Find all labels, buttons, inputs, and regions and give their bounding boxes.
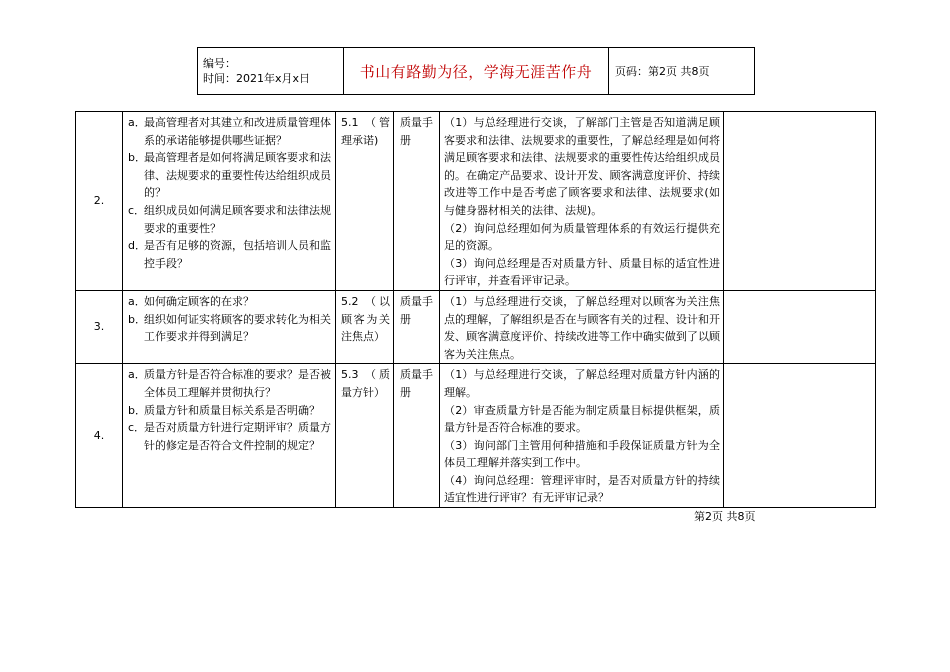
question-item: c． 组织成员如何满足顾客要求和法律法规要求的重要性？ xyxy=(128,203,331,235)
page-label: 页码：第2页 共8页 xyxy=(609,48,755,95)
table-row xyxy=(76,112,876,291)
motto: 书山有路勤为径，学海无涯苦作舟 xyxy=(344,48,609,95)
check-item: （3）询问部门主管用何种措施和手段保证质量方针为全体员工理解并落实到工作中。 xyxy=(444,438,720,470)
check-item: （2）审查质量方针是否能为制定质量目标提供框架，质量方针是否符合标准的要求。 xyxy=(444,403,720,435)
document-cell: 质量手册 xyxy=(394,364,440,508)
check-method-cell xyxy=(440,364,724,508)
audit-table xyxy=(75,111,876,508)
table-row xyxy=(76,290,876,363)
header-table xyxy=(197,47,755,95)
number-label: 编号： xyxy=(203,57,236,70)
questions-cell xyxy=(123,112,336,291)
question-item: a． 质量方针是否符合标准的要求？是否被全体员工理解并贯彻执行？ xyxy=(128,368,331,399)
result-cell xyxy=(724,112,876,291)
check-method-cell xyxy=(440,290,724,363)
result-cell xyxy=(724,290,876,363)
row-number: 2. xyxy=(76,112,123,291)
question-item: a． 如何确定顾客的在求？ xyxy=(128,294,254,308)
question-item: b． 质量方针和质量目标关系是否明确？ xyxy=(128,403,320,417)
question-item: c． 是否对质量方针进行定期评审？质量方针的修定是否符合文件控制的规定？ xyxy=(128,421,331,452)
question-item: b． 组织如何证实将顾客的要求转化为相关工作要求并得到满足？ xyxy=(128,312,331,344)
check-item: （2）询问总经理如何为质量管理体系的有效运行提供充足的资源。 xyxy=(444,221,720,253)
question-item: b． 最高管理者是如何将满足顾客要求和法律、法规要求的重要性传达给组织成员的？ xyxy=(128,151,331,200)
row-number: 3. xyxy=(76,290,123,363)
clause-cell: 5.3 （质量方针） xyxy=(336,364,394,508)
page-footer: 第2页 共8页 xyxy=(694,510,756,523)
result-cell xyxy=(724,364,876,508)
table-row xyxy=(76,364,876,508)
check-item: （1）与总经理进行交谈，了解部门主管是否知道满足顾客要求和法律、法规要求的重要性，了解总经理是如何将满足顾客要求和法律、法规要求的重要性传达给组织成员的。在确定产品要求、设计开发、顾客满意度评价、持续改进等工作中是否考虑了顾客要求和法律、法规要求(如与健身器材相关的法律、法规)。 xyxy=(444,116,720,217)
check-item: （1）与总经理进行交谈，了解总经理对质量方针内涵的理解。 xyxy=(444,368,720,399)
row-number: 4. xyxy=(76,364,123,508)
questions-cell xyxy=(123,290,336,363)
check-item: （3）询问总经理是否对质量方针、质量目标的适宜性进行评审，并查看评审记录。 xyxy=(444,256,720,288)
clause-cell: 5.2 （以顾客为关注焦点） xyxy=(336,290,394,363)
question-item: a． 最高管理者对其建立和改进质量管理体系的承诺能够提供哪些证据？ xyxy=(128,116,331,147)
check-item: （4）询问总经理：管理评审时，是否对质量方针的持续适宜性进行评审？有无评审记录？ xyxy=(444,473,720,505)
check-item: （1）与总经理进行交谈，了解总经理对以顾客为关注焦点的理解，了解组织是否在与顾客有关的过程、设计和开发、顾客满意度评价、持续改进等工作中确实做到了以顾客为关注焦点。 xyxy=(444,294,720,361)
time-label: 时间：2021年x月x日 xyxy=(203,72,311,85)
check-method-cell xyxy=(440,112,724,291)
header-info-cell xyxy=(198,48,344,95)
question-item: d． 是否有足够的资源，包括培训人员和监控手段？ xyxy=(128,239,331,270)
document-cell: 质量手册 xyxy=(394,290,440,363)
document-cell: 质量手册 xyxy=(394,112,440,291)
clause-cell: 5.1 （管理承诺) xyxy=(336,112,394,291)
questions-cell xyxy=(123,364,336,508)
